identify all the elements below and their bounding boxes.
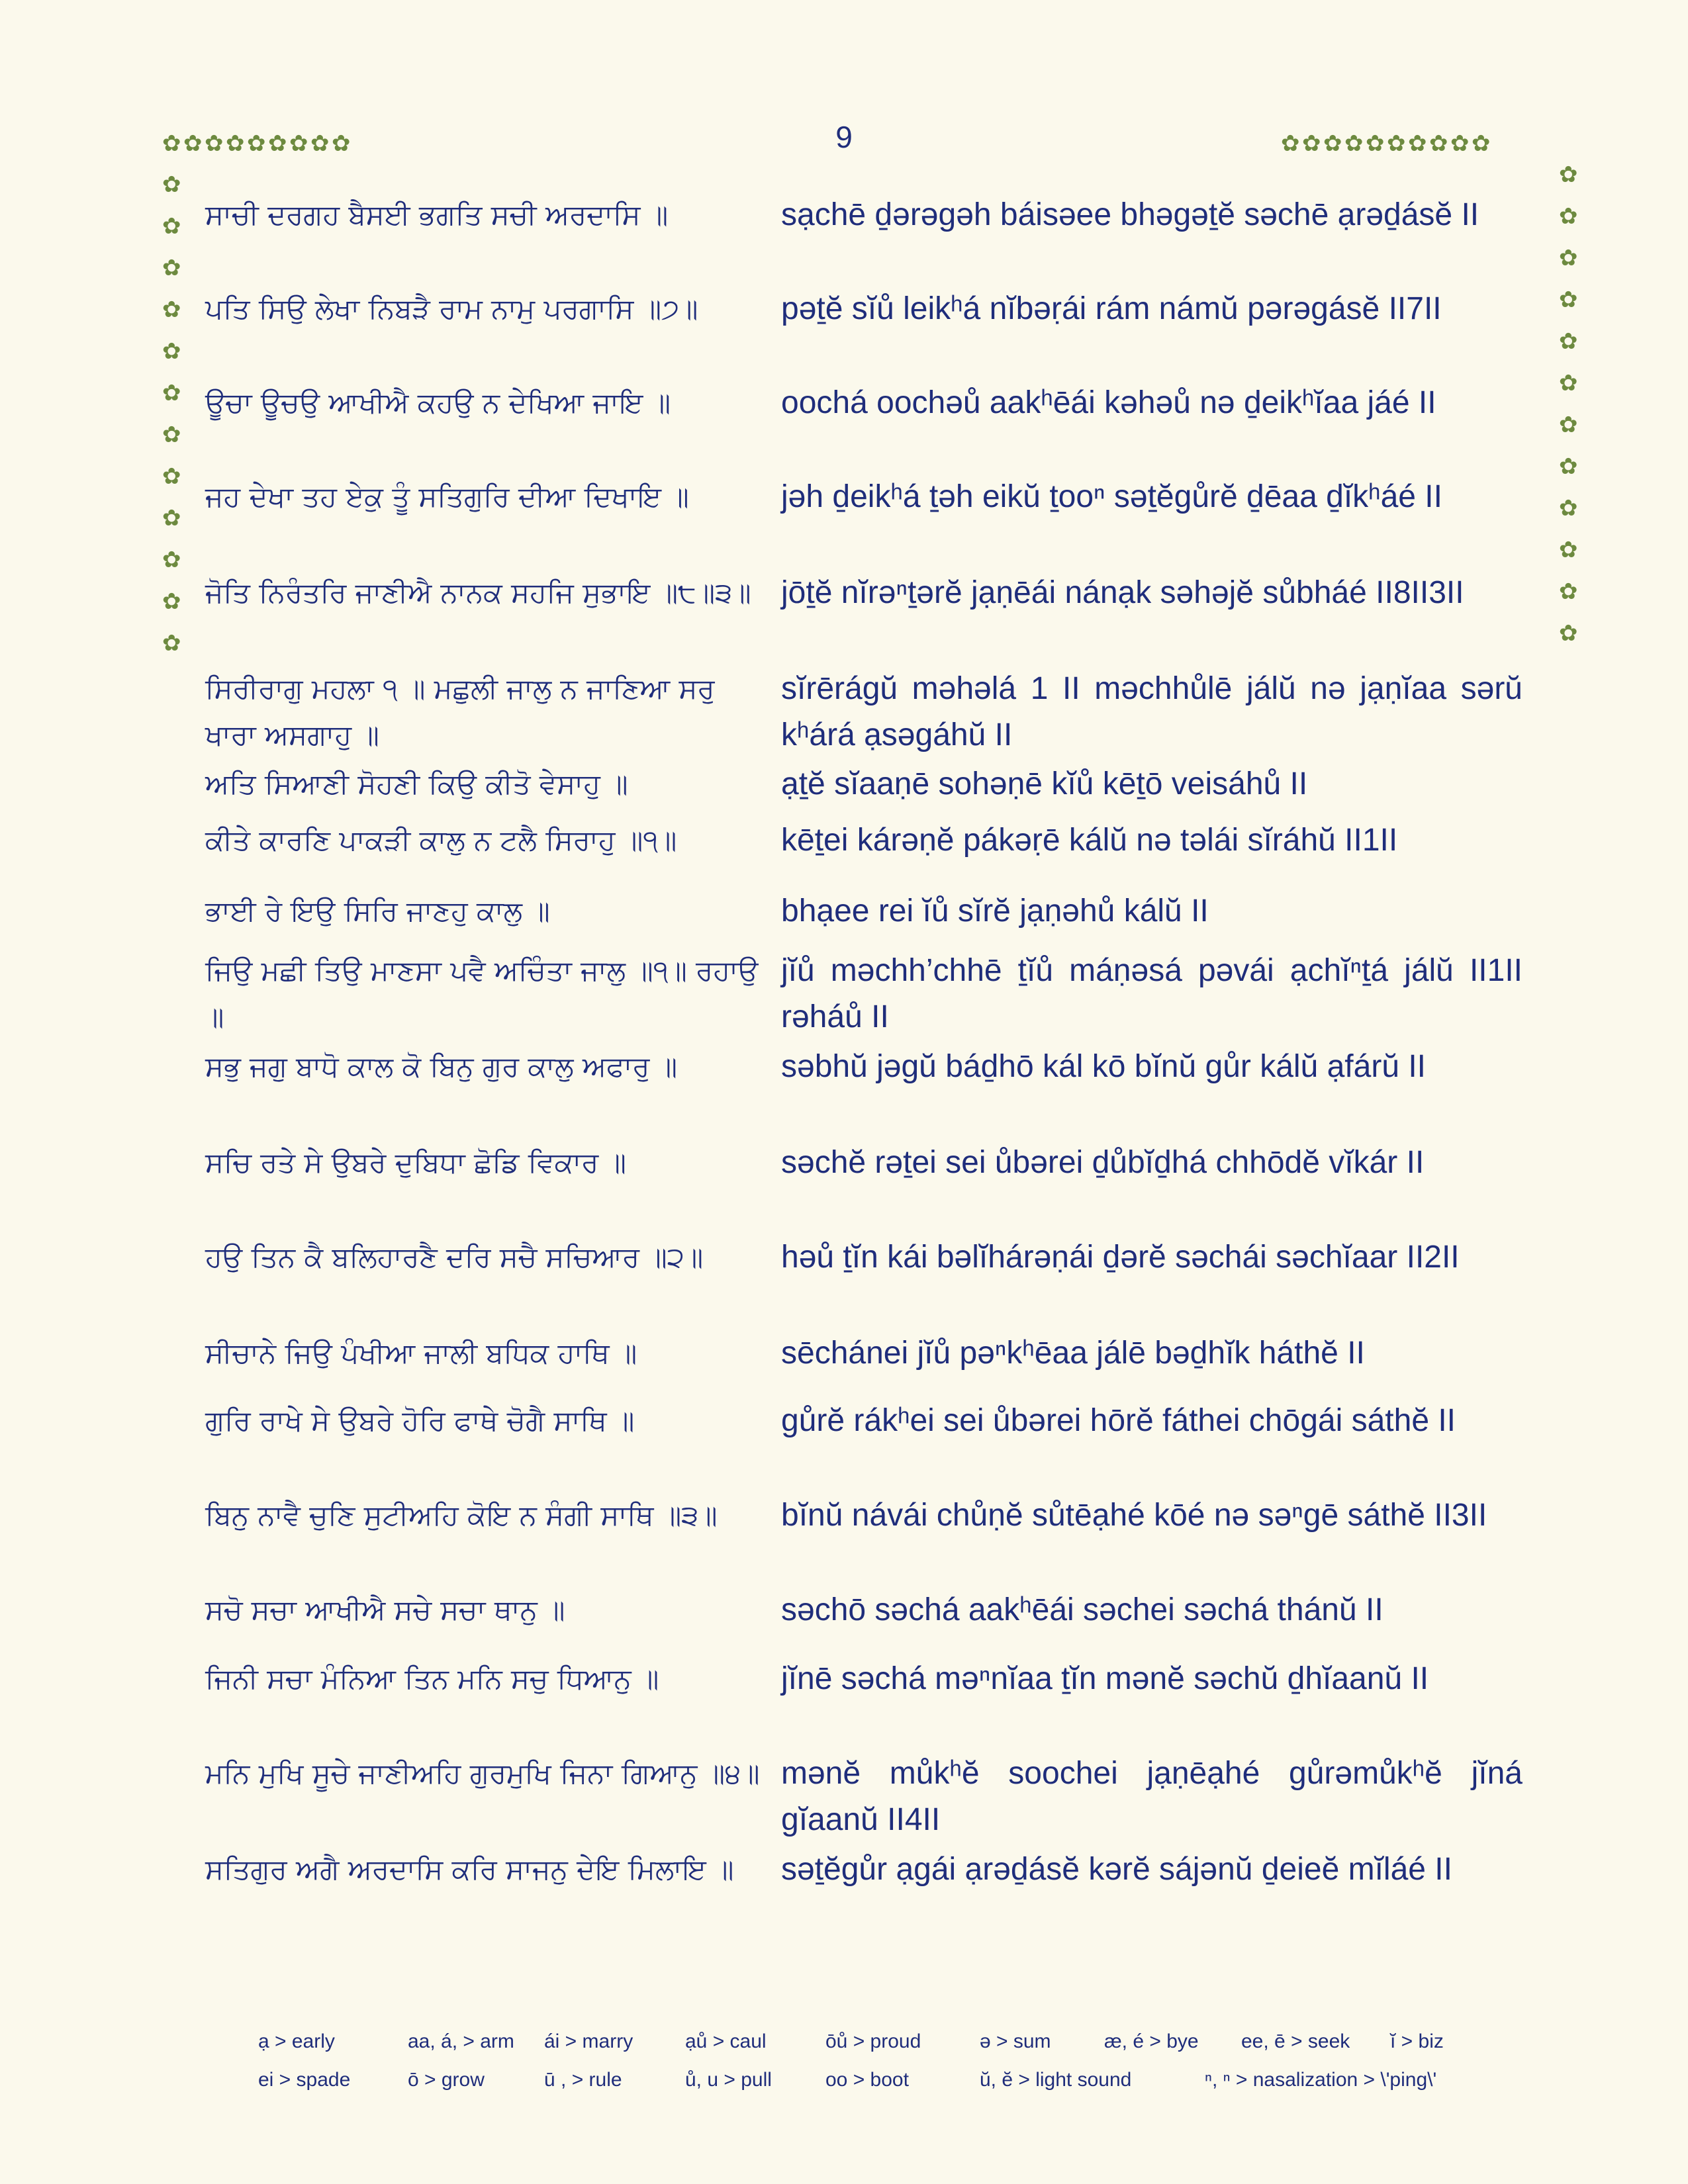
flower-ornament-icon: ✿ bbox=[162, 422, 181, 448]
legend-item: ee, ē > seek bbox=[1241, 2030, 1350, 2052]
gurmukhi-line: ਹਉ ਤਿਨ ਕੈ ਬਲਿਹਾਰਣੈ ਦਰਿ ਸਚੈ ਸਚਿਆਰ ॥੨॥ bbox=[205, 1241, 704, 1273]
flower-ornament-icon: ✿ bbox=[1302, 130, 1321, 157]
flower-ornament-icon: ✿ bbox=[226, 130, 245, 157]
legend-item: ō > grow bbox=[408, 2069, 485, 2091]
transliteration-line: bĭnŭ návái chůṇĕ sůtēạhé kōé nə səⁿgē sáthĕ II3II bbox=[781, 1498, 1487, 1533]
flower-ornament-icon: ✿ bbox=[1366, 130, 1385, 157]
transliteration-line: bhạee rei ĭů sĭrĕ jạṇəhů kálŭ II bbox=[781, 893, 1209, 929]
flower-ornament-icon: ✿ bbox=[162, 255, 181, 281]
legend-row bbox=[258, 2030, 1489, 2069]
legend-item: ĭ > biz bbox=[1390, 2030, 1444, 2052]
flower-ornament-icon: ✿ bbox=[1559, 537, 1578, 563]
gurmukhi-line: ਪਤਿ ਸਿਉ ਲੇਖਾ ਨਿਬੜੈ ਰਾਮ ਨਾਮੁ ਪਰਗਾਸਿ ॥੭॥ bbox=[205, 293, 698, 325]
flower-ornament-icon: ✿ bbox=[1559, 453, 1578, 480]
flower-ornament-icon: ✿ bbox=[1559, 412, 1578, 438]
gurmukhi-line: ਕੀਤੇ ਕਾਰਣਿ ਪਾਕੜੀ ਕਾਲੁ ਨ ਟਲੈ ਸਿਰਾਹੁ ॥੧॥ bbox=[205, 824, 677, 856]
flower-ornament-icon: ✿ bbox=[1472, 130, 1491, 157]
flower-ornament-icon: ✿ bbox=[162, 338, 181, 365]
flower-ornament-icon: ✿ bbox=[1559, 328, 1578, 355]
flower-ornament-icon: ✿ bbox=[162, 547, 181, 573]
transliteration-line: həů ṯĭn kái bəlĭhárəṇái ḏərĕ səchái səchĭaar II2II bbox=[781, 1240, 1460, 1275]
gurmukhi-line: ਸਤਿਗੁਰ ਅਗੈ ਅਰਦਾਸਿ ਕਰਿ ਸਾਜਨੁ ਦੇਇ ਮਿਲਾਇ ॥ bbox=[205, 1853, 734, 1886]
legend-item: ə > sum bbox=[980, 2030, 1051, 2052]
flower-ornament-icon: ✿ bbox=[162, 463, 181, 490]
gurmukhi-line: ਸਚਿ ਰਤੇ ਸੇ ਉਬਰੇ ਦੁਬਿਧਾ ਛੋਡਿ ਵਿਕਾਰ ॥ bbox=[205, 1146, 626, 1179]
gurmukhi-line: ਜਿਨੀ ਸਚਾ ਮੰਨਿਆ ਤਿਨ ਮਨਿ ਸਚੁ ਧਿਆਨੁ ॥ bbox=[205, 1662, 659, 1695]
gurmukhi-line: ਜੋਤਿ ਨਿਰੰਤਰਿ ਜਾਣੀਐ ਨਾਨਕ ਸਹਜਿ ਸੁਭਾਇ ॥੮॥੩॥ bbox=[205, 576, 751, 609]
transliteration-line: kēṯei kárəṇĕ pákəṛē kálŭ nə təlái sĭráhŭ II1II bbox=[781, 823, 1398, 858]
flower-ornament-icon: ✿ bbox=[162, 505, 181, 531]
flower-ornament-icon: ✿ bbox=[268, 130, 287, 157]
transliteration-line: oochá oochəů aakʰēái kəhəů nə ḏeikʰĭaa jáé II bbox=[781, 385, 1436, 420]
flower-ornament-icon: ✿ bbox=[247, 130, 266, 157]
transliteration-line: pəṯĕ sĭů leikʰá nĭbəṛái rám námŭ pərəgásĕ II7II bbox=[781, 291, 1442, 326]
gurmukhi-line: ਭਾਈ ਰੇ ਇਉ ਸਿਰਿ ਜਾਣਹੁ ਕਾਲੁ ॥ bbox=[205, 895, 550, 927]
gurmukhi-line: ਜਿਉ ਮਛੀ ਤਿਉ ਮਾਣਸਾ ਪਵੈ ਅਚਿੰਤਾ ਜਾਲੁ ॥੧॥ ਰਹਾਉ ॥ bbox=[205, 954, 759, 1033]
gurmukhi-line: ਸਿਰੀਰਾਗੁ ਮਹਲਾ ੧ ॥ ਮਛੁਲੀ ਜਾਲੁ ਨ ਜਾਣਿਆ ਸਰੁ ਖਾਰਾ ਅਸਗਾਹੁ ॥ bbox=[205, 672, 715, 751]
flower-ornament-icon: ✿ bbox=[1559, 245, 1578, 271]
legend-item: ạ > early bbox=[258, 2030, 335, 2052]
gurmukhi-line: ਅਤਿ ਸਿਆਣੀ ਸੋਹਣੀ ਕਿਉ ਕੀਤੋ ਵੇਸਾਹੁ ॥ bbox=[205, 768, 628, 800]
flower-ornament-icon: ✿ bbox=[1323, 130, 1342, 157]
flower-ornament-icon: ✿ bbox=[1559, 161, 1578, 188]
flower-ornament-icon: ✿ bbox=[205, 130, 224, 157]
legend-item: aa, á, > arm bbox=[408, 2030, 514, 2052]
transliteration-line: gůrĕ rákʰei sei ůbərei hōrĕ fáthei chōgái sáthĕ II bbox=[781, 1403, 1456, 1438]
transliteration-line: ạṯĕ sĭaaṇē sohəṇē kĭů kēṯō veisáhů II bbox=[781, 766, 1308, 801]
flower-ornament-icon: ✿ bbox=[310, 130, 330, 157]
gurmukhi-line: ਊਚਾ ਊਚਉ ਆਖੀਐ ਕਹਉ ਨ ਦੇਖਿਆ ਜਾਇ ॥ bbox=[205, 387, 671, 419]
flower-ornament-icon: ✿ bbox=[162, 171, 181, 198]
gurmukhi-line: ਸਚੋ ਸਚਾ ਆਖੀਐ ਸਚੇ ਸਚਾ ਥਾਨੁ ॥ bbox=[205, 1594, 565, 1626]
pronunciation-legend bbox=[258, 2030, 1489, 2107]
flower-ornament-icon: ✿ bbox=[1559, 578, 1578, 605]
transliteration-line: sēchánei jĭů pəⁿkʰēaa jálē bəḏhĭk háthĕ II bbox=[781, 1336, 1365, 1371]
legend-item: ei > spade bbox=[258, 2069, 351, 2091]
gurmukhi-line: ਸਭੁ ਜਗੁ ਬਾਧੋ ਕਾਲ ਕੋ ਬਿਨੁ ਗੁਰ ਕਾਲੁ ਅਫਾਰੁ ॥ bbox=[205, 1050, 678, 1083]
flower-ornament-icon: ✿ bbox=[183, 130, 203, 157]
flower-ornament-icon: ✿ bbox=[162, 380, 181, 406]
flower-ornament-icon: ✿ bbox=[1559, 370, 1578, 396]
legend-item: ái > marry bbox=[544, 2030, 633, 2052]
gurmukhi-line: ਬਿਨੁ ਨਾਵੈ ਚੁਣਿ ਸੁਟੀਅਹਿ ਕੋਇ ਨ ਸੰਗੀ ਸਾਥਿ ॥੩॥ bbox=[205, 1499, 718, 1531]
legend-item: ōů > proud bbox=[825, 2030, 921, 2052]
legend-item: ŭ, ĕ > light sound bbox=[980, 2069, 1132, 2091]
flower-ornament-icon: ✿ bbox=[1559, 495, 1578, 522]
transliteration-line: jĭů məchh’chhē ṯĭů máṇəsá pəvái ạchĭⁿṯá jálŭ II1II rəháů II bbox=[781, 953, 1523, 1034]
page-number: 9 bbox=[835, 120, 853, 154]
transliteration-line: jōṯĕ nĭrəⁿṯərĕ jạṇēái nánạk səhəjĕ sůbháé II8II3II bbox=[781, 575, 1464, 610]
legend-item: ⁿ, ⁿ > nasalization > \'ping\' bbox=[1205, 2069, 1437, 2091]
flower-ornament-icon: ✿ bbox=[1429, 130, 1448, 157]
flower-ornament-icon: ✿ bbox=[162, 130, 181, 157]
flower-ornament-icon: ✿ bbox=[289, 130, 308, 157]
transliteration-line: səchĕ rəṯei sei ůbərei ḏůbĭḏhá chhōdĕ vĭkár II bbox=[781, 1145, 1425, 1180]
flower-ornament-icon: ✿ bbox=[1559, 620, 1578, 647]
flower-ornament-icon: ✿ bbox=[1344, 130, 1364, 157]
transliteration-line: səbhŭ jəgŭ báḏhō kál kō bĭnŭ gůr kálŭ ạfárŭ II bbox=[781, 1049, 1427, 1084]
transliteration-line: səchō səchá aakʰēái səchei səchá thánŭ II bbox=[781, 1592, 1383, 1627]
flower-ornament-icon: ✿ bbox=[162, 296, 181, 323]
transliteration-line: jəh ḏeikʰá ṯəh eikŭ ṯooⁿ səṯĕgůrĕ ḏēaa ḏĭkʰáé II bbox=[781, 479, 1442, 514]
transliteration-line: sĭrērágŭ məhəlá 1 II məchhůlē jálŭ nə jạṇĭaa sərŭ kʰárá ạsəgáhŭ II bbox=[781, 671, 1523, 752]
flower-ornament-icon: ✿ bbox=[162, 213, 181, 240]
transliteration-line: jĭnē səchá məⁿnĭaa ṯĭn mənĕ səchŭ ḏhĭaanŭ II bbox=[781, 1661, 1429, 1696]
transliteration-line: sạchē ḏərəgəh báisəee bhəgəṯĕ səchē ạrəḏásĕ II bbox=[781, 197, 1479, 232]
legend-row bbox=[258, 2069, 1489, 2107]
flower-ornament-icon: ✿ bbox=[1450, 130, 1470, 157]
gurmukhi-line: ਜਹ ਦੇਖਾ ਤਹ ਏਕੁ ਤੂੰ ਸਤਿਗੁਰਿ ਦੀਆ ਦਿਖਾਇ ॥ bbox=[205, 480, 689, 513]
legend-item: ū , > rule bbox=[544, 2069, 622, 2091]
flower-ornament-icon: ✿ bbox=[1408, 130, 1427, 157]
flower-ornament-icon: ✿ bbox=[1281, 130, 1300, 157]
gurmukhi-line: ਮਨਿ ਮੁਖਿ ਸੂਚੇ ਜਾਣੀਅਹਿ ਗੁਰਮੁਖਿ ਜਿਨਾ ਗਿਆਨੁ ॥੪॥ bbox=[205, 1757, 760, 1790]
gurmukhi-line: ਸਾਚੀ ਦਰਗਹ ਬੈਸਈ ਭਗਤਿ ਸਚੀ ਅਰਦਾਸਿ ॥ bbox=[205, 199, 669, 231]
legend-item: ạů > caul bbox=[685, 2030, 767, 2052]
transliteration-line: səṯĕgůr ạgái ạrəḏásĕ kərĕ sájənŭ ḏeieĕ mĭláé II bbox=[781, 1852, 1452, 1887]
flower-ornament-icon: ✿ bbox=[1387, 130, 1406, 157]
flower-ornament-icon: ✿ bbox=[332, 130, 351, 157]
legend-item: æ, é > bye bbox=[1104, 2030, 1199, 2052]
legend-item: ů, u > pull bbox=[685, 2069, 772, 2091]
legend-item: oo > boot bbox=[825, 2069, 909, 2091]
flower-ornament-icon: ✿ bbox=[1559, 203, 1578, 230]
flower-ornament-icon: ✿ bbox=[162, 588, 181, 615]
gurmukhi-line: ਗੁਰਿ ਰਾਖੇ ਸੇ ਉਬਰੇ ਹੋਰਿ ਫਾਥੇ ਚੋਗੈ ਸਾਥਿ ॥ bbox=[205, 1404, 635, 1437]
flower-ornament-icon: ✿ bbox=[162, 630, 181, 657]
gurmukhi-line: ਸੀਚਾਨੇ ਜਿਉ ਪੰਖੀਆ ਜਾਲੀ ਬਧਿਕ ਹਾਥਿ ॥ bbox=[205, 1337, 637, 1369]
transliteration-line: mənĕ můkʰĕ soochei jạṇēạhé gůrəmůkʰĕ jĭná gĭaanŭ II4II bbox=[781, 1756, 1523, 1837]
flower-ornament-icon: ✿ bbox=[1559, 287, 1578, 313]
